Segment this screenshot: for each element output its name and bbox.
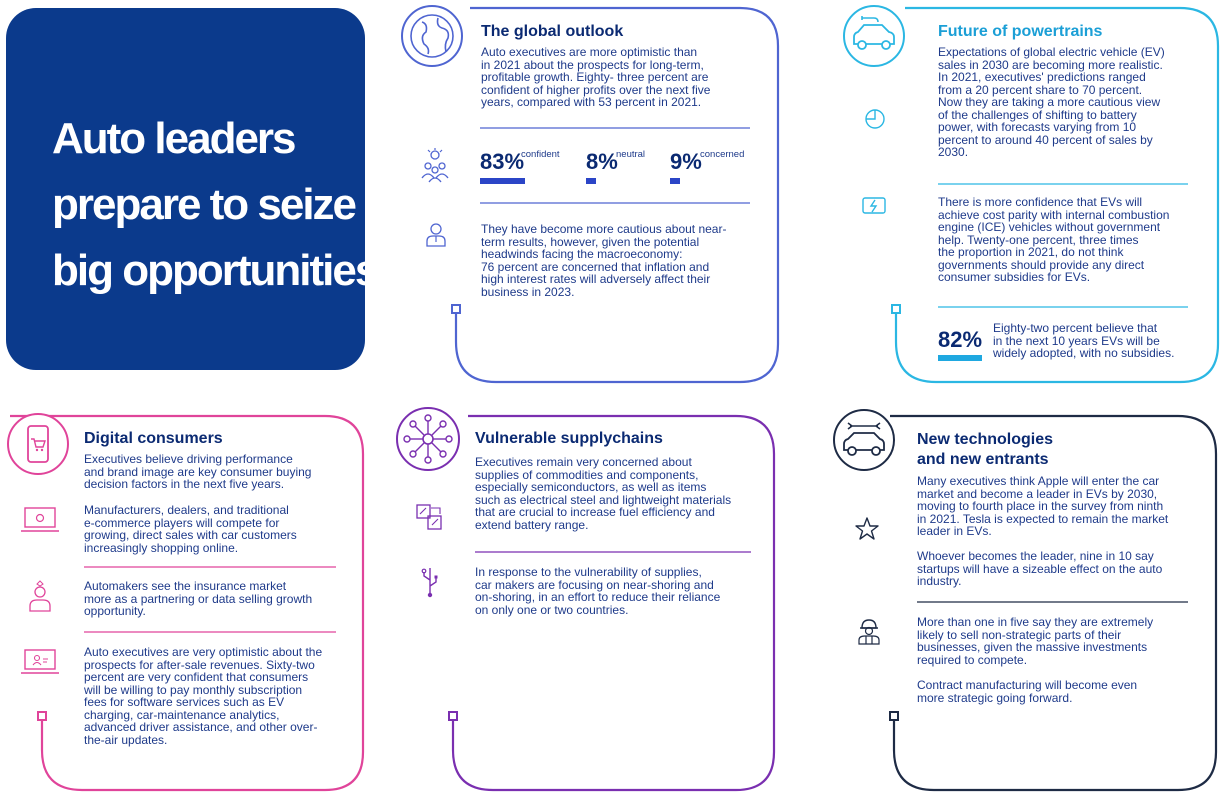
text-line: 76 percent are concerned that inflation and bbox=[481, 259, 710, 274]
stat-confident-bar bbox=[480, 178, 525, 184]
text-line: Whoever becomes the leader, nine in 10 say bbox=[917, 549, 1154, 563]
newtech-title-line: and new entrants bbox=[917, 451, 1049, 468]
text-line: They have become more cautious about near- bbox=[481, 222, 727, 236]
text-line: Contract manufacturing will become even bbox=[917, 678, 1138, 692]
hero-title-line: big opportunities bbox=[52, 246, 378, 295]
network-hub-icon bbox=[395, 406, 461, 472]
text-line: and brand image are key consumer buying bbox=[84, 464, 312, 479]
text-line: More than one in five say they are extremely bbox=[917, 615, 1154, 629]
supply-connector-square bbox=[449, 712, 457, 720]
text-line: required to compete. bbox=[917, 652, 1028, 667]
text-line: decision factors in the next five years. bbox=[84, 477, 285, 491]
text-line: engine (ICE) vehicles without government bbox=[938, 220, 1161, 234]
supply-title: Vulnerable supplychains bbox=[475, 430, 663, 447]
text-line: likely to sell non-strategic parts of their bbox=[917, 627, 1122, 642]
globe-icon bbox=[400, 4, 464, 68]
supply-p1 bbox=[475, 456, 760, 531]
text-line: There is more confidence that EVs will bbox=[938, 195, 1143, 209]
text-line: increasingly shopping online. bbox=[84, 540, 239, 555]
text-line: Executives remain very concerned about bbox=[475, 455, 692, 469]
global-intro bbox=[481, 46, 751, 109]
text-line: businesses, given the massive investments bbox=[917, 640, 1148, 654]
text-line: growing, direct sales with car customers bbox=[84, 528, 297, 542]
text-line: especially semiconductors, as well as items bbox=[475, 480, 707, 494]
text-line: Many executives think Apple will enter the car bbox=[917, 474, 1160, 488]
powertrains-p2 bbox=[938, 196, 1198, 284]
car-wrench-icon bbox=[830, 408, 898, 472]
stat-concerned-label: concerned bbox=[700, 149, 745, 160]
text-line: startups will have a sizeable effect on the auto bbox=[917, 561, 1163, 576]
stat-neutral-value: 8% bbox=[586, 149, 618, 174]
global-connector-square bbox=[452, 305, 460, 313]
text-line: industry. bbox=[917, 574, 962, 588]
text-line: that are crucial to increase fuel efficiency and bbox=[475, 505, 715, 519]
newtech-p3 bbox=[917, 616, 1202, 666]
powertrains-p1 bbox=[938, 46, 1198, 159]
shopping-cart-phone-icon bbox=[6, 412, 70, 476]
text-line: business in 2023. bbox=[481, 284, 575, 299]
stat-neutral-bar bbox=[586, 178, 596, 184]
powertrains-connector-square bbox=[892, 305, 900, 313]
text-line: leader in EVs. bbox=[917, 524, 992, 538]
text-line: governments should provide any direct bbox=[938, 257, 1145, 272]
text-line: help. Twenty-one percent, three times bbox=[938, 232, 1139, 247]
text-line: sales in 2030 are becoming more realistic. bbox=[938, 57, 1163, 72]
text-line: years, compared with 53 percent in 2021. bbox=[481, 95, 702, 109]
text-line: Eighty-two percent believe that bbox=[993, 321, 1158, 335]
newtech-p1 bbox=[917, 475, 1202, 538]
text-line: more as a partnering or data selling growth bbox=[84, 591, 313, 606]
text-line: charging, car-maintenance analytics, bbox=[84, 707, 280, 722]
text-line: on only one or two countries. bbox=[475, 602, 629, 617]
electric-car-icon bbox=[840, 4, 908, 68]
text-line: advanced driver assistance, and other over- bbox=[84, 720, 318, 734]
text-line: term results, however, given the potential bbox=[481, 234, 700, 249]
text-line: of the challenges of shifting to battery bbox=[938, 107, 1137, 122]
text-line: Now they are taking a more cautious view bbox=[938, 95, 1161, 109]
stat-concerned-bar bbox=[670, 178, 680, 184]
text-line: consumer subsidies for EVs. bbox=[938, 270, 1091, 284]
text-line: more strategic going forward. bbox=[917, 690, 1073, 705]
text-line: power, with forecasts varying from 10 bbox=[938, 120, 1137, 134]
usb-icon bbox=[420, 566, 440, 598]
text-line: opportunity. bbox=[84, 604, 146, 618]
global-title: The global outlook bbox=[481, 23, 624, 40]
battery-charge-icon bbox=[862, 196, 888, 216]
text-line: prospects for after-sale revenues. Sixty-two bbox=[84, 657, 315, 672]
text-line: Auto executives are more optimistic than bbox=[481, 45, 698, 59]
stat-neutral-label: neutral bbox=[616, 149, 646, 160]
text-line: confident of higher profits over the next five bbox=[481, 82, 711, 97]
person-shield-icon bbox=[28, 580, 52, 612]
newtech-connector-square bbox=[890, 712, 898, 720]
text-line: in the next 10 years EVs will be bbox=[993, 333, 1160, 348]
digital-connector-square bbox=[38, 712, 46, 720]
components-icon bbox=[416, 504, 444, 532]
text-line: the-air updates. bbox=[84, 732, 168, 747]
powertrains-stat-bar bbox=[938, 355, 982, 361]
stat-confident-label: confident bbox=[521, 149, 560, 160]
newtech-p2 bbox=[917, 550, 1202, 588]
text-line: fees for software services such as EV bbox=[84, 695, 285, 709]
text-line: such as electrical steel and lightweight materials bbox=[475, 492, 732, 507]
text-line: extend battery range. bbox=[475, 517, 589, 532]
text-line: Expectations of global electric vehicle (EV) bbox=[938, 45, 1165, 59]
laptop-user-icon bbox=[20, 648, 60, 676]
digital-p1 bbox=[84, 453, 344, 491]
powertrains-stat-value: 82% bbox=[938, 327, 983, 352]
laptop-icon bbox=[20, 506, 60, 534]
text-line: will be willing to pay monthly subscription bbox=[84, 682, 303, 697]
hero-title-line: prepare to seize bbox=[52, 180, 356, 229]
stat-confident-value: 83% bbox=[480, 149, 525, 174]
text-line: profitable growth. Eighty- three percent are bbox=[481, 70, 709, 84]
text-line: Manufacturers, dealers, and traditional bbox=[84, 503, 289, 517]
text-line: achieve cost parity with internal combustion bbox=[938, 207, 1170, 222]
newtech-title-line: New technologies bbox=[917, 431, 1054, 448]
engineer-icon bbox=[857, 617, 881, 645]
text-line: the proportion in 2021, do not think bbox=[938, 245, 1124, 259]
text-line: e-commerce players will compete for bbox=[84, 515, 280, 530]
person-icon bbox=[425, 222, 447, 248]
text-line: 2030. bbox=[938, 145, 969, 159]
digital-title: Digital consumers bbox=[84, 430, 223, 447]
text-line: on-shoring, in an effort to reduce their reliance bbox=[475, 590, 721, 604]
digital-p4 bbox=[84, 646, 344, 746]
text-line: car makers are focusing on near-shoring and bbox=[475, 577, 714, 592]
text-line: widely adopted, with no subsidies. bbox=[993, 346, 1175, 360]
text-line: in 2021. Tesla is expected to remain the market bbox=[917, 511, 1169, 526]
digital-p3 bbox=[84, 580, 344, 618]
powertrains-title: Future of powertrains bbox=[938, 23, 1103, 40]
text-line: In 2021, executives' predictions ranged bbox=[938, 70, 1146, 84]
text-line: moving to fourth place in the survey from ninth bbox=[917, 499, 1164, 513]
text-line: headwinds facing the macroeconomy: bbox=[481, 247, 683, 261]
newtech-card-border bbox=[890, 416, 1216, 790]
digital-p2 bbox=[84, 504, 344, 554]
text-line: supplies of commodities and components, bbox=[475, 467, 699, 482]
text-line: percent are very confident that consumers bbox=[84, 670, 309, 684]
pie-chart-icon bbox=[864, 108, 886, 130]
text-line: Automakers see the insurance market bbox=[84, 579, 287, 593]
powertrains-stat-text bbox=[993, 322, 1203, 360]
text-line: market and become a leader in EVs by 2030, bbox=[917, 486, 1158, 501]
text-line: from a 20 percent share to 70 percent. bbox=[938, 82, 1143, 97]
newtech-p4 bbox=[917, 679, 1202, 704]
text-line: high interest rates will adversely affect their bbox=[481, 272, 711, 286]
hero-title-line: Auto leaders bbox=[52, 114, 295, 163]
text-line: Auto executives are very optimistic about the bbox=[84, 645, 323, 659]
text-line: in 2021 about the prospects for long-term, bbox=[481, 57, 704, 72]
text-line: In response to the vulnerability of supplies, bbox=[475, 565, 702, 579]
supply-p2 bbox=[475, 566, 760, 616]
people-idea-icon bbox=[420, 148, 450, 184]
text-line: Executives believe driving performance bbox=[84, 452, 293, 466]
global-caution bbox=[481, 223, 751, 298]
stat-concerned-value: 9% bbox=[670, 149, 702, 174]
text-line: percent to around 40 percent of sales by bbox=[938, 132, 1153, 147]
newtech-title bbox=[917, 430, 1053, 470]
star-icon bbox=[855, 517, 879, 541]
